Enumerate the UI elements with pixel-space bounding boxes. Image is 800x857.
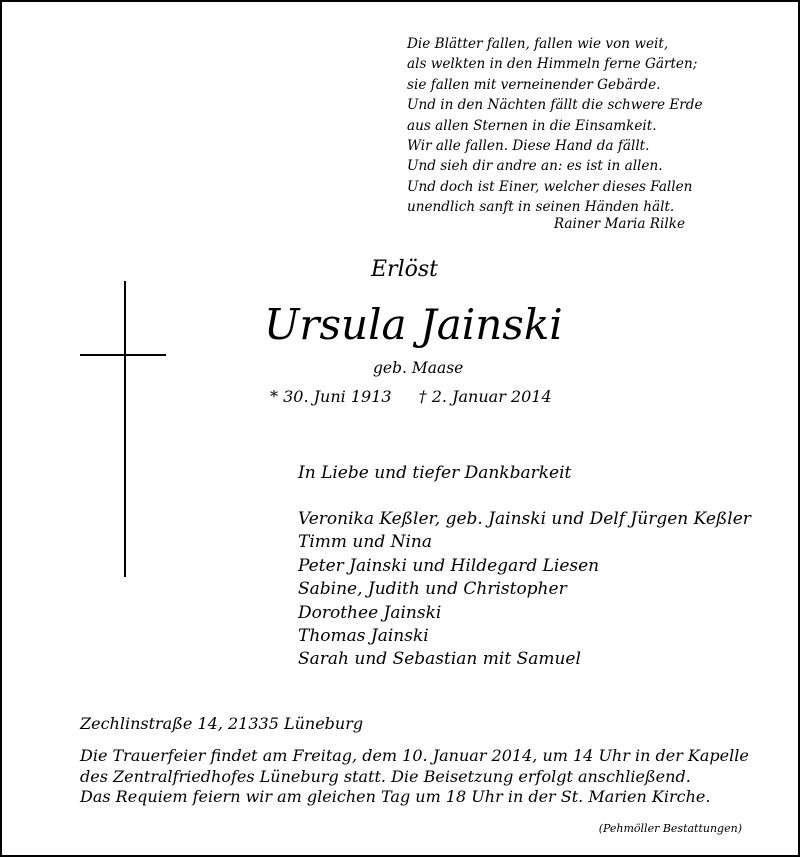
cross-icon	[124, 281, 126, 577]
poem-stanza	[407, 34, 697, 95]
poem-line: Und sieh dir andre an: es ist in allen.	[407, 158, 663, 175]
info-line: des Zentralfriedhofes Lüneburg statt. Die Beisetzung erfolgt anschließend.	[80, 766, 691, 786]
poem-line: unendlich sanft in seinen Händen hält.	[407, 199, 675, 216]
info-line: Die Trauerfeier findet am Freitag, dem 10. Januar 2014, um 14 Uhr in der Kapelle	[80, 746, 749, 765]
poem-line: aus allen Sternen in die Einsamkeit.	[407, 117, 657, 134]
mourner-line: Dorothee Jainski	[298, 602, 442, 623]
mourners-list	[298, 508, 751, 672]
undertaker-credit: (Pehmöller Bestattungen)	[598, 822, 742, 835]
death-date: † 2. Januar 2014	[418, 387, 552, 406]
intro-word: Erlöst	[371, 257, 438, 282]
life-dates	[270, 386, 552, 408]
poem-stanza	[407, 136, 697, 177]
birth-date: * 30. Juni 1913	[270, 387, 392, 406]
poem-stanza	[407, 95, 703, 136]
mourner-line: Peter Jainski und Hildegard Liesen	[298, 555, 600, 576]
info-line: Das Requiem feiern wir am gleichen Tag um 18 Uhr in der St. Marien Kirche.	[80, 787, 711, 806]
cross-icon-bar	[80, 354, 166, 356]
mourners-intro: In Liebe und tiefer Dankbarkeit	[298, 463, 572, 483]
poem	[407, 34, 703, 218]
ceremony-info	[80, 746, 749, 808]
poem-line: Und in den Nächten fällt die schwere Erde	[407, 97, 703, 114]
deceased-name: Ursula Jainski	[264, 300, 563, 349]
poem-author: Rainer Maria Rilke	[553, 216, 685, 232]
poem-line: Die Blätter fallen, fallen wie von weit,	[407, 36, 669, 52]
poem-line: als welkten in den Himmeln ferne Gärten;	[407, 56, 698, 73]
poem-line: sie fallen mit verneinender Gebärde.	[407, 76, 661, 93]
poem-line: Und doch ist Einer, welcher dieses Fallen	[407, 178, 693, 195]
birth-name: geb. Maase	[373, 359, 464, 377]
mourner-line: Timm und Nina	[298, 532, 432, 553]
mourner-line: Sarah und Sebastian mit Samuel	[298, 649, 581, 670]
mourner-line: Veronika Keßler, geb. Jainski und Delf Jürgen Keßler	[298, 509, 751, 529]
mourner-line: Sabine, Judith und Christopher	[298, 579, 567, 600]
poem-line: Wir alle fallen. Diese Hand da fällt.	[407, 138, 650, 155]
mourner-line: Thomas Jainski	[298, 626, 429, 647]
address: Zechlinstraße 14, 21335 Lüneburg	[80, 714, 364, 733]
poem-stanza	[407, 177, 697, 218]
